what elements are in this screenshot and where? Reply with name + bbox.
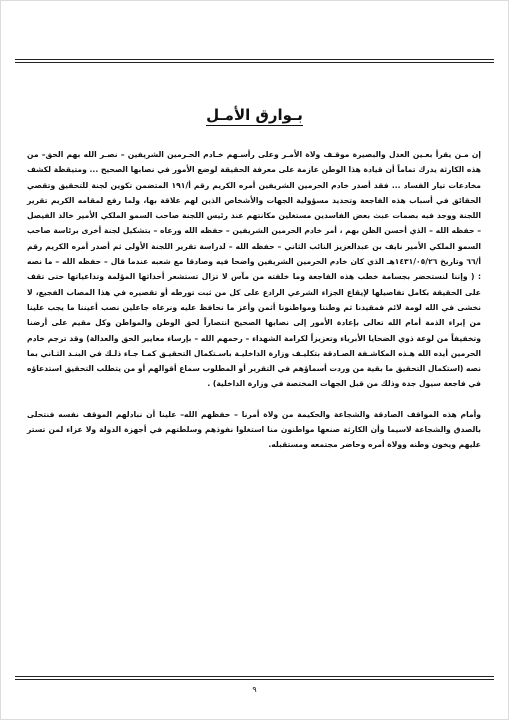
footer-rule-inner — [15, 676, 494, 677]
footer-rule — [15, 679, 494, 680]
page-title-text: بـوارق الأمـل — [206, 106, 303, 124]
page-title — [1, 105, 508, 125]
header-rule-inner — [15, 62, 494, 63]
page-number: ٩ — [252, 685, 257, 694]
body-text — [27, 147, 481, 453]
header-rule — [15, 59, 494, 60]
paragraph-1: إن مـن يقرأ بعـين العدل والبصيرة موقـف ولاة الأمـر وعلى رأسـهم خـادم الحـرمين الشريفين – نصـر الله بهم الحق– من هذه الكارثة يدرك تماماً أن قيادة هذا الوطن عازمة على معرفة الحقيقة لوضع الأمور في نصابها الصحيح ... ومتيقظة لكشف مخادعات تيار الفساد ... فقد أصدر خادم الحرمين الشريفين أمره الكريم رقم أ/١٩١ المتضمن تكوين لجنة للتحقيق وتقصي الحقائق في أسباب هذه الفاجعة وتحديد مسؤولية الجهات والأشخاص الذين لهم علاقة بها، ولما رفع لمقامه الكريم تقرير اللجنة ووجد فيه بصمات عبث بعض الفاسدين مستغلين مكانتهم عند رئيس اللجنة صاحب السمو الملكي الأمير خالد الفيصل – حفظه الله – الذي أحسن الظن بهم ، أمر خادم الحرمين الشريفين – حفظه الله ورعاه – بتشكيل لجنة أخرى برئاسة صاحب السمو الملكي الأمير نايف بن عبدالعزيز النائب الثاني – حفظه الله – لدراسة تقرير اللجنة الأولى ثم أصدر أمره الكريم رقم أ/٦٦ وتاريخ ١٤٣١/٠٥/٢٦هـ الذي كان خادم الحرمين الشريفين واضحا فيه وصادقا مع شعبه عندما قال – حفظه الله – ما نصه : ( وإننا لنستحضر بجسامة خطب هذه الفاجعة وما خلفته من مآس لا تزال تستشعر أحداثها المؤلمة وتداعياتها حتى تقف على الحقيقة بكامل تفاصيلها لإيقاع الجزاء الشرعي الرادع على كل من ثبت تورطه أو تقصيره في هذا المصاب الفجيع، لا نخشى في الله لومة لائم فمقيدنا ثم وطننا ومواطنونا أثمن وأعز ما نحافظ عليه ونرعاه جاعلين نصب أعيننا ما يجب علينا من إبراء الذمة أمام الله تعالى بإعادة الأمور إلى نصابها الصحيح انتصاراً لحق الوطن والمواطن وكل مقيم على أرضنا وتخفيفاً من لوعة ذوي الضحايا الأبرياء وتعزيزاً لكرامة الشهداء – رحمهم الله – بإرساء معايير الحق والعدالة) وقد ترجم خادم الحرمين أيده الله هـذه المكاشـفة الصـادقة بتكليـف وزارة الداخليـة باسـتكمال التحقيـق كمـا جـاء ذلـك في البنـد الثـاني بما نصه (استكمال التحقيق ما بقية من وردت أسماؤهم في التقرير أو المطلوب سماع أقوالهم أو من يتطلب التحقيق استدعاؤه في فاجعة سيول جدة وذلك من قبل الجهات المختصة في وزارة الداخلية) . — [27, 150, 481, 389]
paragraph-2: وأمام هذه المواقف الصادقة والشجاعة والحكيمة من ولاة أمرنا – حفظهم الله– علينا أن نبادلهم الموقف نفسه فنتحلى بالصدق والشجاعة لاسيما وأن الكارثة صنعها مواطنون منا استغلوا نفوذهم وسلطتهم في أجهزة الدولة ولا عزاء لمن تستر عليهم ويخون وطنه وولاة أمره وحاضر مجتمعه ومستقبله. — [27, 409, 481, 450]
